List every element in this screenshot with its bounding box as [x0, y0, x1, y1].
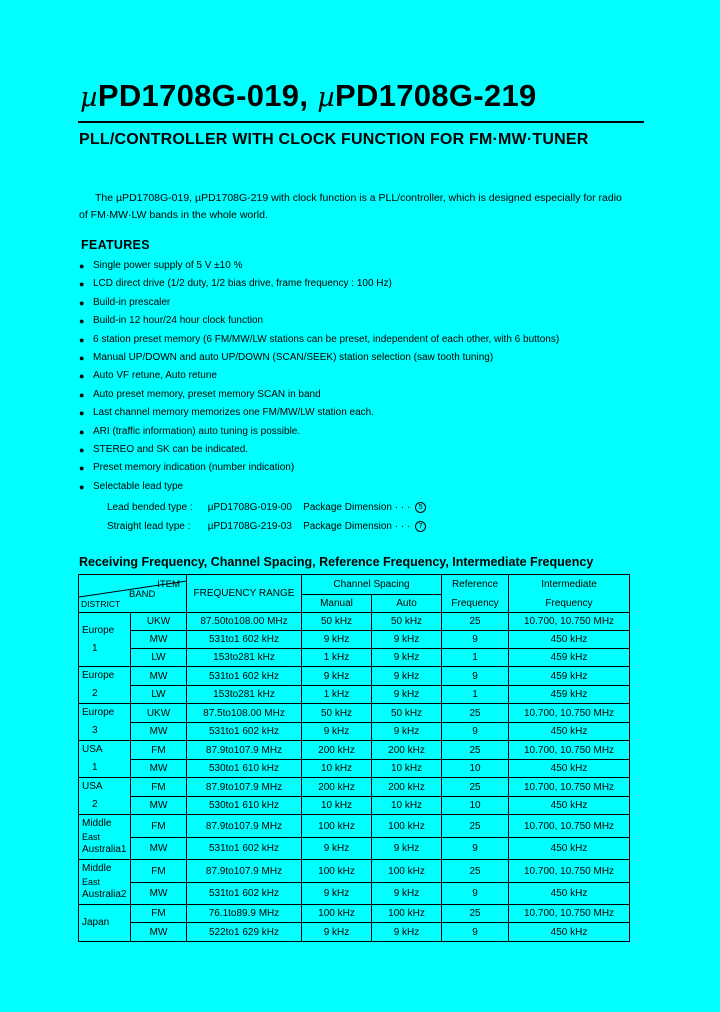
intermediate-frequency-cell: 450 kHz — [509, 882, 630, 905]
band-cell: FM — [131, 778, 187, 797]
bullet-icon: ● — [79, 352, 85, 363]
district-label: East — [82, 877, 101, 888]
manual-spacing-cell: 9 kHz — [302, 667, 372, 686]
district-cell — [79, 667, 131, 704]
reference-frequency-cell: 1 — [442, 685, 509, 704]
district-label: East — [82, 832, 101, 843]
feature-text: STEREO and SK can be indicated. — [93, 443, 249, 455]
bullet-icon: ● — [79, 408, 85, 419]
frequency-range-cell: 531to1 602 kHz — [187, 667, 302, 686]
feature-item — [78, 478, 638, 496]
frequency-range-cell: 522to1 629 kHz — [187, 923, 302, 941]
auto-spacing-cell: 9 kHz — [372, 923, 442, 941]
features-heading: FEATURES — [81, 238, 150, 252]
intermediate-frequency-cell: 459 kHz — [509, 649, 630, 667]
feature-text: Manual UP/DOWN and auto UP/DOWN (SCAN/SEEK) station selection (saw tooth tuning) — [93, 351, 494, 363]
feature-text: Auto VF retune, Auto retune — [93, 370, 217, 382]
reference-frequency-cell: 25 — [442, 741, 509, 760]
intermediate-frequency-cell: 450 kHz — [509, 631, 630, 649]
reference-frequency-cell: 1 — [442, 649, 509, 667]
feature-item — [78, 349, 638, 367]
header-reference-frequency: Frequency — [442, 595, 509, 613]
district-label: Europe — [82, 670, 115, 682]
table-row — [79, 667, 630, 686]
feature-item — [78, 312, 638, 330]
table-row — [79, 860, 630, 883]
table-row — [79, 631, 630, 649]
auto-spacing-cell: 9 kHz — [372, 667, 442, 686]
feature-text: Preset memory indication (number indication) — [93, 462, 295, 474]
intermediate-frequency-cell: 450 kHz — [509, 759, 630, 778]
table-row — [79, 923, 630, 941]
reference-frequency-cell: 25 — [442, 815, 509, 838]
package-ref-icon: 5 — [415, 502, 426, 513]
intermediate-frequency-cell: 10.700, 10.750 MHz — [509, 778, 630, 797]
auto-spacing-cell: 10 kHz — [372, 796, 442, 815]
title-part-1: PD1708G-019, — [97, 78, 309, 113]
header-auto: Auto — [372, 595, 442, 613]
feature-text: Last channel memory memorizes one FM/MW/LW station each. — [93, 407, 375, 419]
header-reference: Reference — [442, 575, 509, 595]
table-row — [79, 837, 630, 860]
district-cell — [79, 741, 131, 778]
reference-frequency-cell: 9 — [442, 631, 509, 649]
lead-type-row — [107, 498, 426, 517]
bullet-icon: ● — [79, 279, 85, 290]
reference-frequency-cell: 9 — [442, 923, 509, 941]
header-band: BAND — [129, 589, 156, 600]
intro-paragraph: The µPD1708G-019, µPD1708G-219 with clock function is a PLL/controller, which is designed especially for radio of FM·MW·LW bands in the whole world. — [79, 192, 622, 221]
auto-spacing-cell: 9 kHz — [372, 882, 442, 905]
frequency-range-cell: 153to281 kHz — [187, 649, 302, 667]
feature-item — [78, 331, 638, 349]
intermediate-frequency-cell: 10.700, 10.750 MHz — [509, 815, 630, 838]
header-manual: Manual — [302, 595, 372, 613]
auto-spacing-cell: 200 kHz — [372, 778, 442, 797]
district-label: 2 — [92, 688, 98, 700]
feature-item — [78, 275, 638, 293]
reference-frequency-cell: 9 — [442, 722, 509, 741]
feature-item — [78, 441, 638, 459]
district-cell — [79, 815, 131, 860]
district-label: 3 — [92, 725, 98, 737]
table-row — [79, 815, 630, 838]
table-row — [79, 796, 630, 815]
band-cell: FM — [131, 815, 187, 838]
bullet-icon: ● — [79, 371, 85, 382]
reference-frequency-cell: 9 — [442, 837, 509, 860]
bullet-icon: ● — [79, 334, 85, 345]
auto-spacing-cell: 9 kHz — [372, 649, 442, 667]
header-frequency-range: FREQUENCY RANGE — [187, 575, 302, 613]
auto-spacing-cell: 100 kHz — [372, 860, 442, 883]
auto-spacing-cell: 100 kHz — [372, 905, 442, 923]
district-label: 1 — [92, 762, 98, 774]
bullet-icon: ● — [79, 316, 85, 327]
frequency-range-cell: 87.5to108.00 MHz — [187, 704, 302, 723]
district-label: Europe — [82, 707, 115, 719]
manual-spacing-cell: 200 kHz — [302, 741, 372, 760]
auto-spacing-cell: 50 kHz — [372, 613, 442, 631]
frequency-range-cell: 76.1to89.9 MHz — [187, 905, 302, 923]
table-row — [79, 778, 630, 797]
manual-spacing-cell: 10 kHz — [302, 759, 372, 778]
intermediate-frequency-cell: 10.700, 10.750 MHz — [509, 860, 630, 883]
lead-type-package: Package Dimension · · · — [303, 521, 411, 532]
feature-text: Build-in 12 hour/24 hour clock function — [93, 315, 264, 327]
feature-item — [78, 404, 638, 422]
frequency-range-cell: 531to1 602 kHz — [187, 631, 302, 649]
intermediate-frequency-cell: 10.700, 10.750 MHz — [509, 613, 630, 631]
auto-spacing-cell: 9 kHz — [372, 722, 442, 741]
manual-spacing-cell: 100 kHz — [302, 860, 372, 883]
table-row — [79, 704, 630, 723]
feature-text: LCD direct drive (1/2 duty, 1/2 bias drive, frame frequency : 100 Hz) — [93, 278, 392, 290]
feature-item — [78, 423, 638, 441]
reference-frequency-cell: 25 — [442, 860, 509, 883]
table-row — [79, 649, 630, 667]
frequency-range-cell: 87.9to107.9 MHz — [187, 815, 302, 838]
reference-frequency-cell: 25 — [442, 704, 509, 723]
table-header-row — [79, 575, 630, 595]
intermediate-frequency-cell: 450 kHz — [509, 796, 630, 815]
lead-type-package: Package Dimension · · · — [303, 502, 411, 513]
intermediate-frequency-cell: 10.700, 10.750 MHz — [509, 704, 630, 723]
band-cell: MW — [131, 923, 187, 941]
district-label: Middle — [82, 818, 112, 830]
title-mu-symbol-2: µ — [317, 82, 336, 113]
band-cell: MW — [131, 837, 187, 860]
manual-spacing-cell: 50 kHz — [302, 613, 372, 631]
feature-item — [78, 459, 638, 477]
district-cell — [79, 778, 131, 815]
table-heading: Receiving Frequency, Channel Spacing, Reference Frequency, Intermediate Frequency — [79, 555, 594, 569]
table-row — [79, 741, 630, 760]
band-cell: LW — [131, 649, 187, 667]
feature-text: Single power supply of 5 V ±10 % — [93, 260, 243, 271]
lead-type-part: µPD1708G-019-00 — [207, 502, 292, 513]
auto-spacing-cell: 9 kHz — [372, 685, 442, 704]
package-ref-icon: 7 — [415, 521, 426, 532]
district-label: Middle — [82, 863, 112, 875]
title-rule — [78, 121, 644, 123]
header-channel-spacing: Channel Spacing — [302, 575, 442, 595]
frequency-range-cell: 531to1 602 kHz — [187, 837, 302, 860]
band-cell: UKW — [131, 613, 187, 631]
page-subtitle: PLL/CONTROLLER WITH CLOCK FUNCTION FOR FM·MW·TUNER — [79, 131, 589, 148]
intermediate-frequency-cell: 459 kHz — [509, 667, 630, 686]
intermediate-frequency-cell: 10.700, 10.750 MHz — [509, 905, 630, 923]
manual-spacing-cell: 9 kHz — [302, 837, 372, 860]
feature-item — [78, 367, 638, 385]
intermediate-frequency-cell: 459 kHz — [509, 685, 630, 704]
feature-text: 6 station preset memory (6 FM/MW/LW stations can be preset, independent of each other, with 6 buttons) — [93, 333, 560, 345]
manual-spacing-cell: 9 kHz — [302, 722, 372, 741]
reference-frequency-cell: 10 — [442, 796, 509, 815]
auto-spacing-cell: 100 kHz — [372, 815, 442, 838]
table-row — [79, 613, 630, 631]
bullet-icon: ● — [79, 463, 85, 474]
manual-spacing-cell: 9 kHz — [302, 631, 372, 649]
band-cell: MW — [131, 722, 187, 741]
page-title — [80, 78, 537, 114]
bullet-icon: ● — [79, 261, 85, 271]
bullet-icon: ● — [79, 444, 85, 455]
frequency-range-cell: 530to1 610 kHz — [187, 759, 302, 778]
band-cell: MW — [131, 631, 187, 649]
title-mu-symbol: µ — [80, 82, 98, 113]
bullet-icon: ● — [79, 426, 85, 437]
reference-frequency-cell: 9 — [442, 882, 509, 905]
table-row — [79, 759, 630, 778]
header-intermediate-frequency: Frequency — [509, 595, 630, 613]
district-label: Japan — [82, 916, 110, 928]
header-diagonal-cell — [79, 575, 187, 613]
manual-spacing-cell: 200 kHz — [302, 778, 372, 797]
district-label: USA — [82, 781, 103, 793]
frequency-range-cell: 87.9to107.9 MHz — [187, 778, 302, 797]
feature-item — [78, 257, 638, 275]
table-row — [79, 882, 630, 905]
intermediate-frequency-cell: 450 kHz — [509, 837, 630, 860]
band-cell: MW — [131, 882, 187, 905]
manual-spacing-cell: 10 kHz — [302, 796, 372, 815]
intermediate-frequency-cell: 450 kHz — [509, 923, 630, 941]
district-label: Europe — [82, 624, 115, 636]
frequency-table — [78, 574, 630, 942]
bullet-icon: ● — [79, 389, 85, 400]
band-cell: FM — [131, 741, 187, 760]
frequency-range-cell: 87.9to107.9 MHz — [187, 741, 302, 760]
frequency-range-cell: 87.9to107.9 MHz — [187, 860, 302, 883]
frequency-range-cell: 531to1 602 kHz — [187, 882, 302, 905]
features-list — [78, 257, 638, 496]
manual-spacing-cell: 9 kHz — [302, 923, 372, 941]
auto-spacing-cell: 9 kHz — [372, 837, 442, 860]
auto-spacing-cell: 200 kHz — [372, 741, 442, 760]
district-cell — [79, 613, 131, 667]
auto-spacing-cell: 9 kHz — [372, 631, 442, 649]
bullet-icon: ● — [79, 297, 85, 308]
feature-item — [78, 294, 638, 312]
table-row — [79, 905, 630, 923]
lead-types — [107, 498, 426, 536]
band-cell: MW — [131, 667, 187, 686]
frequency-range-cell: 531to1 602 kHz — [187, 722, 302, 741]
manual-spacing-cell: 100 kHz — [302, 815, 372, 838]
district-cell — [79, 860, 131, 905]
reference-frequency-cell: 25 — [442, 905, 509, 923]
manual-spacing-cell: 50 kHz — [302, 704, 372, 723]
header-item: ITEM — [157, 579, 180, 590]
manual-spacing-cell: 100 kHz — [302, 905, 372, 923]
bullet-icon: ● — [79, 481, 85, 492]
lead-type-label: Lead bended type : — [107, 502, 193, 513]
band-cell: FM — [131, 905, 187, 923]
feature-text: Build-in prescaler — [93, 296, 171, 308]
band-cell: LW — [131, 685, 187, 704]
feature-item — [78, 386, 638, 404]
lead-type-row — [107, 517, 426, 536]
reference-frequency-cell: 25 — [442, 613, 509, 631]
auto-spacing-cell: 50 kHz — [372, 704, 442, 723]
auto-spacing-cell: 10 kHz — [372, 759, 442, 778]
feature-text: Selectable lead type — [93, 480, 184, 492]
frequency-range-cell: 87.50to108.00 MHz — [187, 613, 302, 631]
feature-text: Auto preset memory, preset memory SCAN in band — [93, 388, 321, 400]
district-label: Australia1 — [82, 844, 127, 856]
district-label: Australia2 — [82, 889, 127, 901]
intermediate-frequency-cell: 450 kHz — [509, 722, 630, 741]
intermediate-frequency-cell: 10.700, 10.750 MHz — [509, 741, 630, 760]
reference-frequency-cell: 10 — [442, 759, 509, 778]
table-row — [79, 722, 630, 741]
manual-spacing-cell: 1 kHz — [302, 685, 372, 704]
band-cell: FM — [131, 860, 187, 883]
frequency-range-cell: 530to1 610 kHz — [187, 796, 302, 815]
manual-spacing-cell: 1 kHz — [302, 649, 372, 667]
title-part-2: PD1708G-219 — [335, 78, 537, 113]
lead-type-label: Straight lead type : — [107, 521, 191, 532]
header-intermediate: Intermediate — [509, 575, 630, 595]
reference-frequency-cell: 9 — [442, 667, 509, 686]
manual-spacing-cell: 9 kHz — [302, 882, 372, 905]
band-cell: MW — [131, 796, 187, 815]
district-cell — [79, 704, 131, 741]
band-cell: MW — [131, 759, 187, 778]
district-cell — [79, 905, 131, 941]
district-label: 2 — [92, 799, 98, 811]
lead-type-part: µPD1708G-219-03 — [207, 521, 292, 532]
reference-frequency-cell: 25 — [442, 778, 509, 797]
district-label: 1 — [92, 642, 98, 654]
frequency-range-cell: 153to281 kHz — [187, 685, 302, 704]
feature-text: ARI (traffic information) auto tuning is possible. — [93, 425, 301, 437]
band-cell: UKW — [131, 704, 187, 723]
table-row — [79, 685, 630, 704]
header-district: DISTRICT — [81, 599, 121, 609]
district-label: USA — [82, 744, 103, 756]
